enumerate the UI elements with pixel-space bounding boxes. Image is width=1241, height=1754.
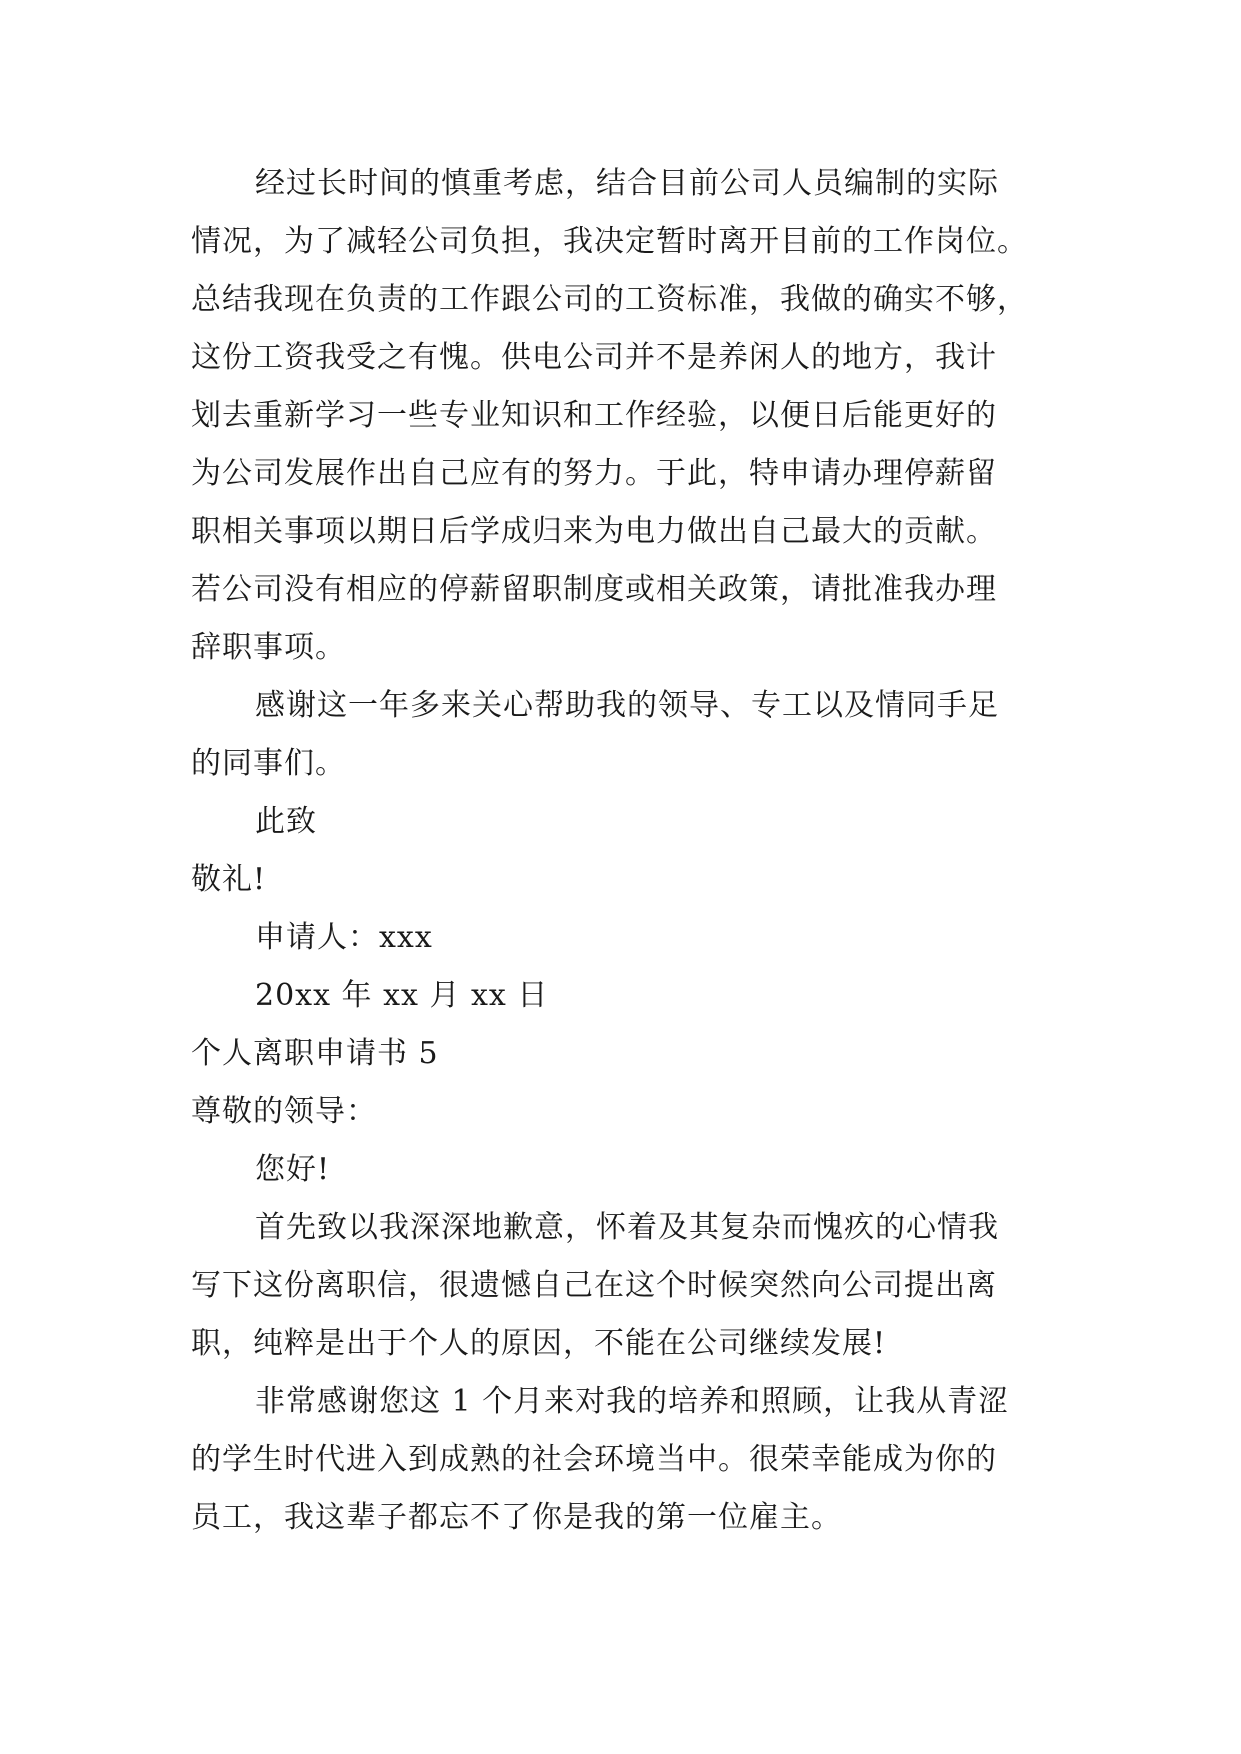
text-line: 感谢这一年多来关心帮助我的领导、专工以及情同手足 — [255, 688, 999, 723]
text-line: 20xx 年 xx 月 xx 日 — [255, 978, 549, 1013]
text-line: 申请人：xxx — [255, 920, 433, 955]
text-line: 若公司没有相应的停薪留职制度或相关政策，请批准我办理 — [191, 572, 997, 607]
text-line: 尊敬的领导： — [191, 1094, 377, 1129]
text-line: 个人离职申请书 5 — [191, 1036, 439, 1071]
text-line: 员工，我这辈子都忘不了你是我的第一位雇主。 — [191, 1500, 842, 1535]
text-line: 首先致以我深深地歉意，怀着及其复杂而愧疚的心情我 — [255, 1210, 999, 1245]
text-line: 非常感谢您这 1 个月来对我的培养和照顾，让我从青涩 — [255, 1384, 1010, 1419]
text-line: 总结我现在负责的工作跟公司的工资标准，我做的确实不够， — [191, 282, 1028, 317]
text-line: 辞职事项。 — [191, 630, 346, 665]
text-line: 此致 — [255, 804, 317, 839]
text-line: 敬礼! — [191, 862, 267, 897]
text-line: 情况，为了减轻公司负担，我决定暂时离开目前的工作岗位。 — [191, 224, 1028, 259]
text-line: 职，纯粹是出于个人的原因，不能在公司继续发展! — [191, 1326, 887, 1361]
text-line: 这份工资我受之有愧。供电公司并不是养闲人的地方，我计 — [191, 340, 997, 375]
text-line: 您好! — [255, 1152, 331, 1187]
text-line: 的同事们。 — [191, 746, 346, 781]
text-line: 职相关事项以期日后学成归来为电力做出自己最大的贡献。 — [191, 514, 997, 549]
text-line: 划去重新学习一些专业知识和工作经验，以便日后能更好的 — [191, 398, 997, 433]
document-body — [191, 155, 1091, 1547]
text-line: 经过长时间的慎重考虑，结合目前公司人员编制的实际 — [255, 166, 999, 201]
text-line: 为公司发展作出自己应有的努力。于此，特申请办理停薪留 — [191, 456, 997, 491]
text-line: 写下这份离职信，很遗憾自己在这个时候突然向公司提出离 — [191, 1268, 997, 1303]
text-line: 的学生时代进入到成熟的社会环境当中。很荣幸能成为你的 — [191, 1442, 997, 1477]
